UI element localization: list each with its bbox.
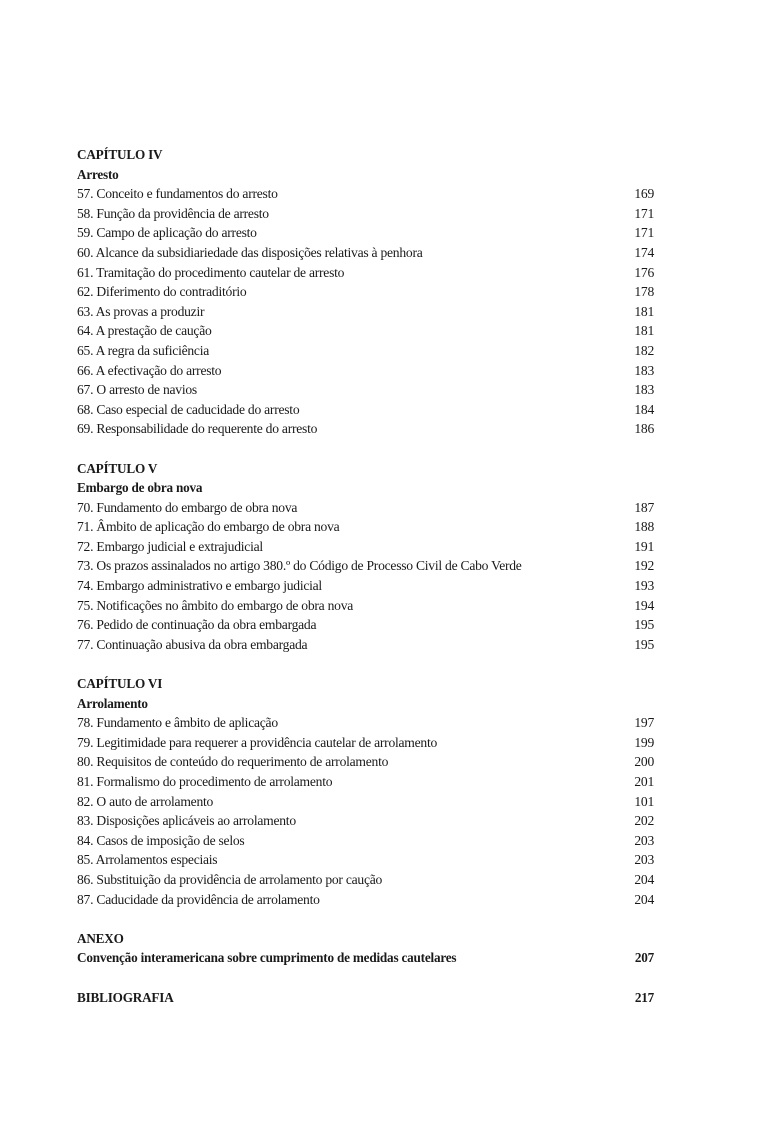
chapter-title-text: Arresto xyxy=(77,166,119,182)
toc-entry-page: 171 xyxy=(634,205,654,221)
toc-entry xyxy=(77,537,654,557)
toc-entry xyxy=(77,831,654,851)
toc-entry-text: 67. O arresto de navios xyxy=(77,382,197,398)
toc-entry-page: 187 xyxy=(634,499,654,515)
toc-entry-text: 71. Âmbito de aplicação do embargo de obra nova xyxy=(77,519,340,535)
chapter-title xyxy=(77,478,654,498)
toc-entry-page: 199 xyxy=(634,734,654,750)
toc-entry-page: 194 xyxy=(634,597,654,613)
toc-entry xyxy=(77,811,654,831)
toc-entry xyxy=(77,752,654,772)
toc-entry-text: 86. Substituição da providência de arrolamento por caução xyxy=(77,871,383,887)
chapter-label: CAPÍTULO V xyxy=(77,460,158,476)
toc-entry-text: 59. Campo de aplicação do arresto xyxy=(77,225,257,241)
toc-entry-page: 174 xyxy=(634,244,654,260)
toc-entry-text: 62. Diferimento do contraditório xyxy=(77,284,247,300)
toc-entry xyxy=(77,870,654,890)
chapter-heading xyxy=(77,674,654,694)
bibliography-page: 217 xyxy=(634,989,654,1005)
toc-entry xyxy=(77,302,654,322)
chapter-heading xyxy=(77,459,654,479)
annex-section xyxy=(77,929,654,968)
toc-entry-text: 64. A prestação de caução xyxy=(77,323,212,339)
toc-entry-page: 204 xyxy=(634,891,654,907)
toc-entry-page: 188 xyxy=(634,519,654,535)
toc-entry-text: 78. Fundamento e âmbito de aplicação xyxy=(77,715,278,731)
toc-entry-page: 101 xyxy=(634,793,654,809)
annex-heading-text: ANEXO xyxy=(77,930,124,946)
toc-entry xyxy=(77,517,654,537)
toc-entry xyxy=(77,498,654,518)
toc-entry-page: 192 xyxy=(634,558,654,574)
toc-entry-page: 183 xyxy=(634,362,654,378)
toc-entry xyxy=(77,890,654,910)
toc-entry xyxy=(77,713,654,733)
toc-entry xyxy=(77,615,654,635)
toc-entry-text: 79. Legitimidade para requerer a providência cautelar de arrolamento xyxy=(77,734,438,750)
toc-entry-text: 76. Pedido de continuação da obra embargada xyxy=(77,617,317,633)
toc-entry-text: 72. Embargo judicial e extrajudicial xyxy=(77,538,263,554)
toc-entry xyxy=(77,184,654,204)
toc-entry-text: 66. A efectivação do arresto xyxy=(77,362,222,378)
toc-entry-page: 171 xyxy=(634,225,654,241)
toc-entry-text: 57. Conceito e fundamentos do arresto xyxy=(77,186,278,202)
toc-entry-page: 202 xyxy=(634,813,654,829)
toc-entry xyxy=(77,400,654,420)
annex-page: 207 xyxy=(634,950,654,966)
chapter-section xyxy=(77,674,654,909)
toc-entry-page: 176 xyxy=(634,264,654,280)
toc-entry-page: 195 xyxy=(634,617,654,633)
toc-entry xyxy=(77,361,654,381)
toc-entry-page: 169 xyxy=(634,186,654,202)
toc-entry xyxy=(77,380,654,400)
toc-entry-text: 74. Embargo administrativo e embargo judicial xyxy=(77,578,322,594)
toc-entry xyxy=(77,635,654,655)
annex-entry xyxy=(77,948,654,968)
toc-entry-text: 61. Tramitação do procedimento cautelar de arresto xyxy=(77,264,345,280)
toc-entry-page: 197 xyxy=(634,715,654,731)
chapter-label: CAPÍTULO IV xyxy=(77,147,163,162)
toc-entry xyxy=(77,282,654,302)
toc-entry-page: 195 xyxy=(634,636,654,652)
toc-entry-text: 87. Caducidade da providência de arrolamento xyxy=(77,891,320,907)
chapter-label: CAPÍTULO VI xyxy=(77,676,163,692)
toc-entry-text: 77. Continuação abusiva da obra embargada xyxy=(77,636,308,652)
toc-entry-text: 85. Arrolamentos especiais xyxy=(77,852,218,868)
toc-entry-page: 178 xyxy=(634,284,654,300)
toc-entry xyxy=(77,419,654,439)
toc-entry-text: 73. Os prazos assinalados no artigo 380.º do Código de Processo Civil de Cabo Verde xyxy=(77,558,522,574)
toc-entry-page: 184 xyxy=(634,401,654,417)
annex-heading xyxy=(77,929,654,949)
toc-entry-text: 81. Formalismo do procedimento de arrolamento xyxy=(77,774,333,789)
chapter-title xyxy=(77,165,654,185)
toc-entry-text: 69. Responsabilidade do requerente do arresto xyxy=(77,421,318,437)
toc-entry-page: 193 xyxy=(634,578,654,594)
toc-entry-text: 65. A regra da suficiência xyxy=(77,342,210,358)
toc-entry-text: 75. Notificações no âmbito do embargo de obra nova xyxy=(77,597,354,613)
chapter-title xyxy=(77,694,654,714)
toc-entry xyxy=(77,576,654,596)
toc-entry-text: 63. As provas a produzir xyxy=(77,303,205,319)
toc-entry-text: 70. Fundamento do embargo de obra nova xyxy=(77,499,298,515)
toc-entry xyxy=(77,792,654,812)
toc-entry-text: 82. O auto de arrolamento xyxy=(77,793,214,809)
toc-entry xyxy=(77,596,654,616)
table-of-contents xyxy=(77,145,654,1027)
chapter-title-text: Arrolamento xyxy=(77,695,148,711)
toc-entry-page: 204 xyxy=(634,871,654,887)
chapter-section xyxy=(77,145,654,439)
toc-entry-page: 181 xyxy=(634,323,654,339)
toc-entry xyxy=(77,341,654,361)
toc-entry xyxy=(77,850,654,870)
toc-entry-text: 68. Caso especial de caducidade do arresto xyxy=(77,401,300,417)
toc-entry-text: 80. Requisitos de conteúdo do requerimento de arrolamento xyxy=(77,754,389,770)
toc-entry xyxy=(77,733,654,753)
toc-entry-text: 58. Função da providência de arresto xyxy=(77,205,269,221)
toc-entry xyxy=(77,263,654,283)
toc-entry-page: 191 xyxy=(634,538,654,554)
bibliography-heading: BIBLIOGRAFIA xyxy=(77,989,174,1005)
chapter-heading xyxy=(77,145,654,165)
chapter-title-text: Embargo de obra nova xyxy=(77,480,203,496)
toc-entry-page: 186 xyxy=(634,421,654,437)
toc-entry xyxy=(77,243,654,263)
toc-entry-page: 182 xyxy=(634,342,654,358)
toc-entry xyxy=(77,556,654,576)
toc-entry-text: 60. Alcance da subsidiariedade das disposições relativas à penhora xyxy=(77,244,423,260)
toc-entry xyxy=(77,223,654,243)
toc-entry-page: 181 xyxy=(634,303,654,319)
annex-title: Convenção interamericana sobre cumprimento de medidas cautelares xyxy=(77,950,457,966)
chapter-section xyxy=(77,459,654,655)
toc-entry-text: 83. Disposições aplicáveis ao arrolamento xyxy=(77,813,296,829)
toc-entry-page: 183 xyxy=(634,382,654,398)
bibliography-entry xyxy=(77,988,654,1008)
toc-entry xyxy=(77,321,654,341)
toc-entry xyxy=(77,204,654,224)
toc-entry-text: 84. Casos de imposição de selos xyxy=(77,832,245,848)
bibliography-section xyxy=(77,988,654,1008)
toc-entry-page: 201 xyxy=(634,774,654,789)
toc-entry-page: 200 xyxy=(634,754,654,770)
toc-entry-page: 203 xyxy=(634,852,654,868)
toc-entry xyxy=(77,772,654,792)
toc-entry-page: 203 xyxy=(634,832,654,848)
